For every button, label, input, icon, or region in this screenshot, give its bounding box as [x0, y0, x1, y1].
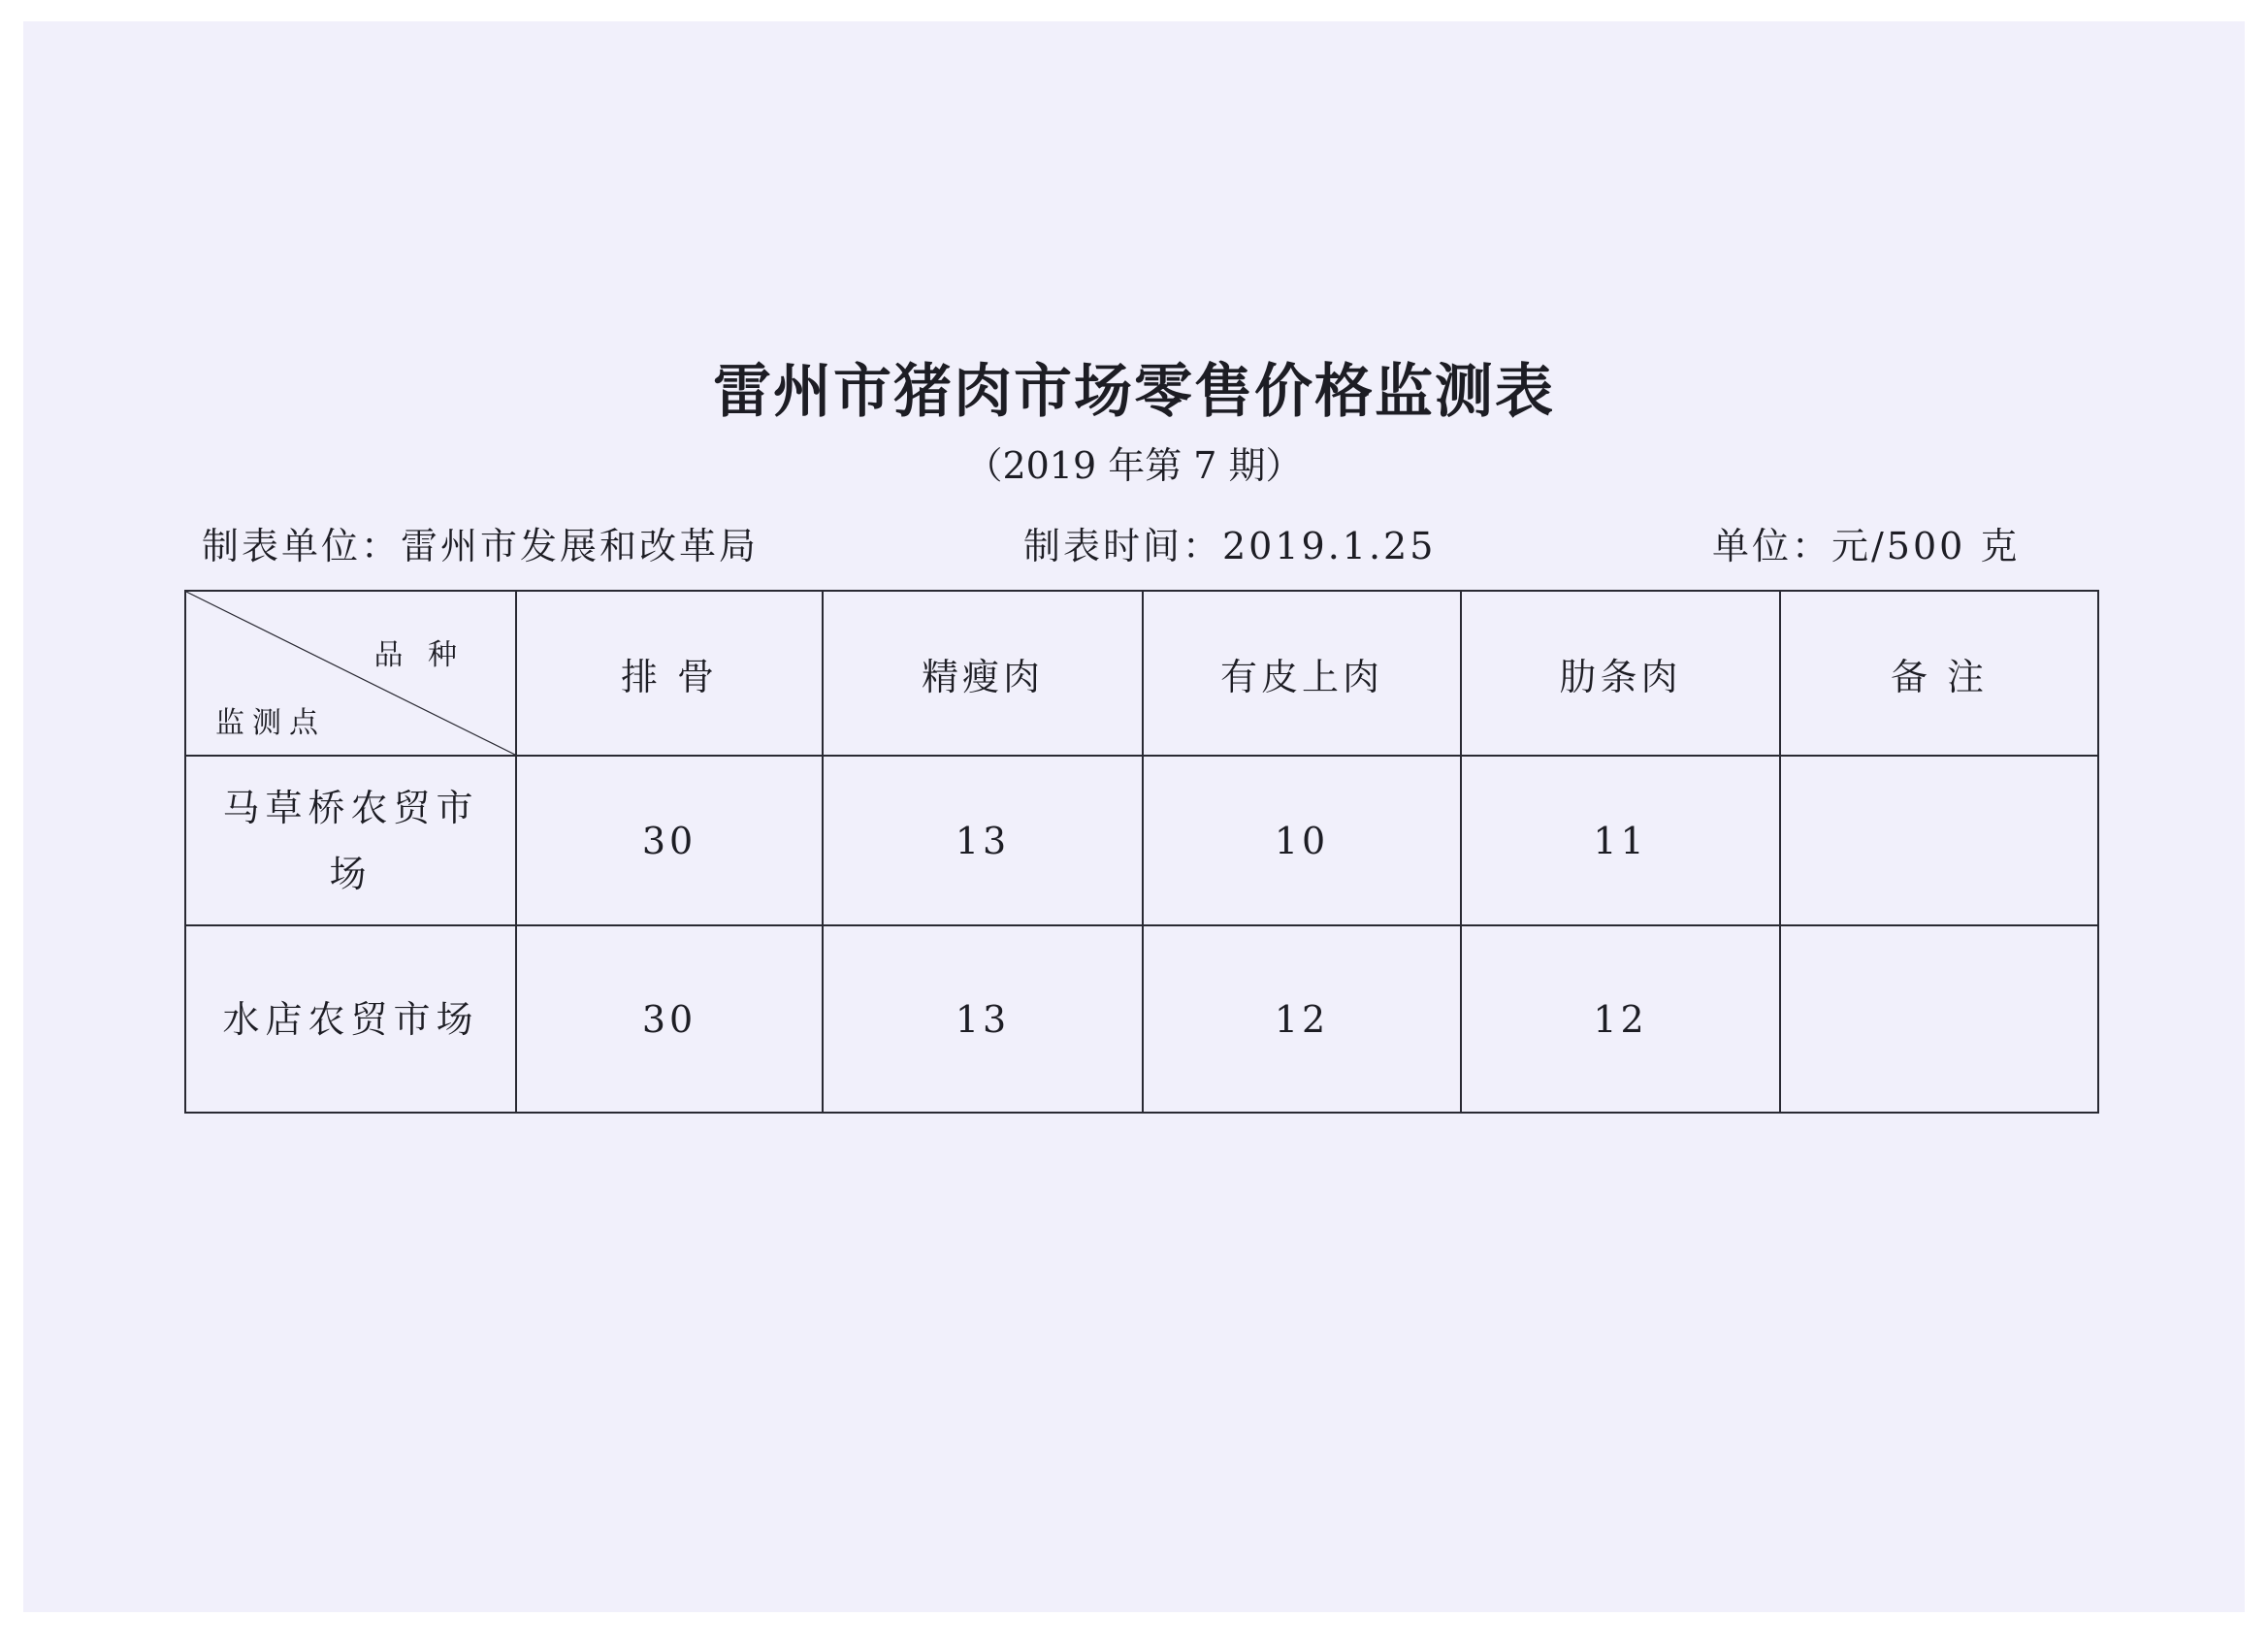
- price-cell-skin-on-pork: 12: [1143, 925, 1461, 1113]
- table-row: [185, 756, 2098, 925]
- site-name: 马草桥农贸市场: [222, 786, 479, 895]
- header-corner-cell: [185, 591, 516, 756]
- document-title: 雷州市猪肉市场零售价格监测表: [713, 358, 1555, 426]
- column-header-remarks: 备 注: [1780, 591, 2098, 756]
- remarks-cell: [1780, 925, 2098, 1113]
- corner-label-variety: 品 种: [373, 638, 465, 672]
- price-unit: 单位：元/500 克: [1712, 525, 2021, 567]
- site-cell: [185, 756, 516, 925]
- column-header-ribs: 排 骨: [516, 591, 823, 756]
- price-cell-lean-pork: 13: [823, 925, 1143, 1113]
- price-cell-skin-on-pork: 10: [1143, 756, 1461, 925]
- site-cell: [185, 925, 516, 1113]
- document-subtitle: （2019 年第 7 期）: [965, 444, 1303, 487]
- price-cell-ribs: 30: [516, 925, 823, 1113]
- column-header-lean-pork: 精瘦肉: [823, 591, 1143, 756]
- price-cell-lean-pork: 13: [823, 756, 1143, 925]
- corner-label-site: 监测点: [215, 706, 326, 740]
- site-name: 水店农贸市场: [222, 997, 479, 1041]
- table-header-row: [185, 591, 2098, 756]
- column-header-pork-belly: 肋条肉: [1461, 591, 1780, 756]
- price-cell-ribs: 30: [516, 756, 823, 925]
- price-cell-pork-belly: 12: [1461, 925, 1780, 1113]
- price-table: [184, 590, 2099, 1114]
- remarks-cell: [1780, 756, 2098, 925]
- price-cell-pork-belly: 11: [1461, 756, 1780, 925]
- issue-date: 制表时间：2019.1.25: [1023, 525, 1437, 567]
- issuing-unit: 制表单位：雷州市发展和改革局: [202, 525, 760, 567]
- table-row: [185, 925, 2098, 1113]
- column-header-skin-on-pork: 有皮上肉: [1143, 591, 1461, 756]
